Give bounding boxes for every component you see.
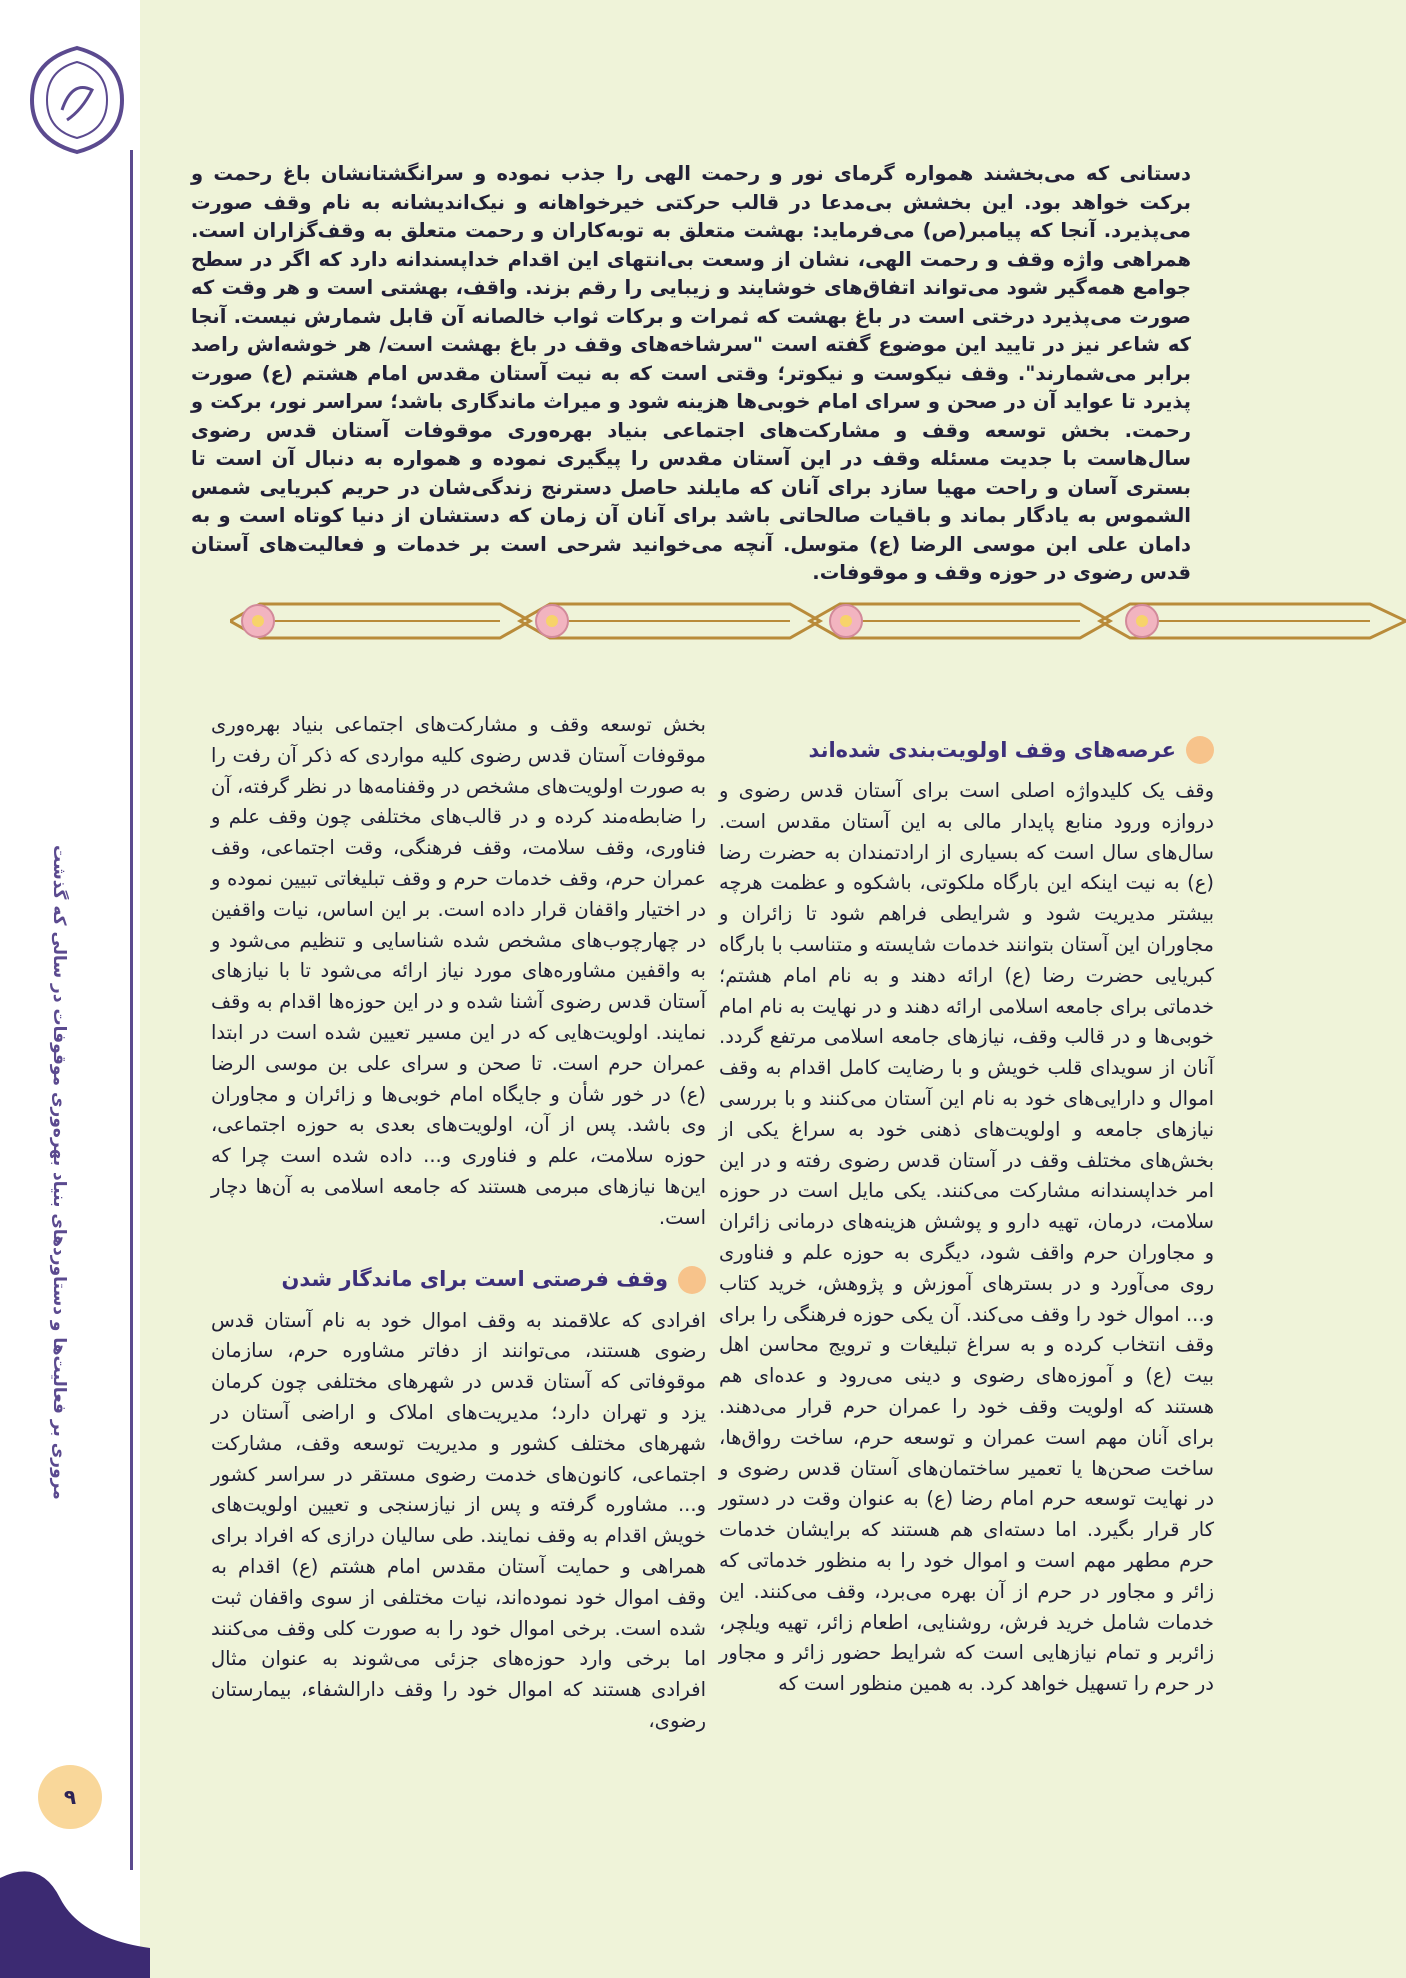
section1-text: وقف یک کلیدواژه اصلی است برای آستان قدس رضوی و دروازه ورود منابع پایدار مالی به این آستان مقدس است. سال‌های سال است که بسیاری از ارادتمندان به حضرت رضا (ع) به نیت اینکه این بارگاه ملکوتی، باشکوه و عظمت هرچه بیشتر مدیریت شود و شرایطی فراهم شود تا زائران و مجاوران این آستان بتوانند خدمات شایسته و متناسب با بارگاه کبریایی حضرت رضا (ع) ارائه دهند و به نام امام هشتم؛ خدماتی برای جامعه اسلامی ارائه دهند و در نهایت به نام امام خوبی‌ها و در قالب وقف، نیازهای جامعه اسلامی مرتفع گردد. آنان از سویدای قلب خویش و با رضایت کامل اقدام به وقف اموال و دارایی‌های خود به نام این آستان می‌کنند و با بررسی نیازهای جامعه و اولویت‌های ذهنی خود به سراغ یکی از بخش‌های مختلف وقف در آستان قدس رضوی رفته و در این امر خداپسندانه مشارکت می‌کنند. یکی مایل است در حوزه سلامت، درمان، تهیه دارو و پوشش هزینه‌های درمانی زائران و مجاوران حرم واقف شود، دیگری به حوزه علم و فناوری روی می‌آورد و در بسترهای آموزش و پژوهش، خرید کتاب و... اموال خود را وقف می‌کند. آن یکی حوزه فرهنگی را برای وقف انتخاب کرده و به سراغ تبلیغات و ترویج محاسن اهل بیت (ع) و آموزه‌های رضوی و دینی می‌رود و عده‌ای هم هستند که اولویت وقف خود را عمران حرم قرار می‌دهند. برای آنان مهم است عمران و توسعه حرم، ساخت رواق‌ها، ساخت صحن‌ها یا تعمیر ساختمان‌های آستان قدس رضوی و در نهایت توسعه حرم امام رضا (ع) به عنوان وقت در دستور کار قرار بگیرد. اما دسته‌ای هم هستند که برایشان خدمات حرم مطهر مهم است و اموال خود را به منظور خدماتی که زائر و مجاور در حرم از آن بهره می‌برد، وقف می‌کنند. این خدمات شامل خرید فرش، روشنایی، اطعام زائر، تهیه ویلچر، زائربر و تمام نیازهایی است که شرایط حضور زائر و مجاور در حرم را تسهیل خواهد کرد. به همین منظور است که: [719, 779, 1214, 1696]
heading-bullet-icon: [678, 1266, 706, 1294]
flower-icon: [242, 605, 274, 637]
series-title: مروری بر فعالیت‌ها و دستاوردهای بنیاد بهره‌وری موقوفات در سالی که گذشت: [49, 845, 69, 1500]
intro-paragraph: [191, 160, 1191, 588]
section3-title: وقف فرصتی است برای ماندگار شدن: [281, 1267, 668, 1292]
sidebar-divider-line: [130, 150, 133, 1870]
flower-icon: [536, 605, 568, 637]
flower-icon: [1126, 605, 1158, 637]
section1-title: عرصه‌های وقف اولویت‌بندی شده‌اند: [808, 737, 1176, 762]
flower-icon: [830, 605, 862, 637]
corner-decoration-icon: [0, 1858, 150, 1978]
page-number-badge: [38, 1765, 102, 1829]
section-heading: [719, 730, 1214, 770]
section2-text: بخش توسعه وقف و مشارکت‌های اجتماعی بنیاد بهره‌وری موقوفات آستان قدس رضوی کلیه مواردی که ذکر آن رفت را به صورت اولویت‌های مشخص در وقفنامه‌ها در نظر گرفته، آن را ضابطه‌مند کرده و در قالب‌های مختلفی چون وقف علم و فناوری، وقف سلامت، وقف فرهنگی، وقت اجتماعی، وقف عمران حرم، وقف خدمات حرم و وقف تبلیغاتی تبیین نموده و در اختیار واقفان قرار داده است. بر این اساس، نیات واقفین در چهارچوب‌های مشخص شده شناسایی و تنظیم می‌شود و به واقفین مشاوره‌های مورد نیاز ارائه می‌شود تا با نیازهای آستان قدس رضوی آشنا شده و در این حوزه‌ها اقدام به وقف نمایند. اولویت‌هایی که در این مسیر تعیین شده است در ابتدا عمران حرم است. تا صحن و سرای علی بن موسی الرضا (ع) در خور شأن و جایگاه امام خوبی‌ها و زائران و مجاوران وی باشد. پس از آن، اولویت‌های بعدی به حوزه اجتماعی، حوزه سلامت، علم و فناوری و... داده شده است چرا که این‌ها نیازهای مبرمی هستند که جامعه اسلامی به آن‌ها دچار است.: [211, 713, 706, 1229]
intro-text: دستانی که می‌بخشند همواره گرمای نور و رحمت الهی را جذب نموده و سرانگشتانشان باغ رحمت و برکت خواهد بود. این بخشش بی‌مدعا در قالب حرکتی خیرخواهانه و نیک‌اندیشانه به نام وقف صورت می‌پذیرد. آنجا که پیامبر(ص) می‌فرماید: بهشت متعلق به توبه‌کاران و رحمت متعلق به وقف‌گزاران است. همراهی واژه وقف و رحمت الهی، نشان از وسعت بی‌انتهای این اقدام خداپسندانه دارد که اگر در سطح جوامع همه‌گیر شود می‌تواند اتفاق‌های خوشایند و زیبایی را رقم بزند. واقف، بهشتی است و هر وقت که صورت می‌پذیرد درختی است در باغ بهشت که ثمرات و برکات ثواب خالصانه آن قابل شمارش نیست. آنجا که شاعر نیز در تایید این موضوع گفته است "سرشاخه‌های وقف در باغ بهشت است/ هر خوشه‌اش راصد برابر می‌شمارند". وقف نیکوست و نیکوتر؛ وقتی است که به نیت آستان مقدس امام هشتم (ع) صورت پذیرد تا عواید آن در صحن و سرای امام خوبی‌ها هزینه شود و میراث ماندگاری باشد؛ سراسر نور، برکت و رحمت. بخش توسعه وقف و مشارکت‌های اجتماعی بنیاد بهره‌وری موقوفات آستان قدس رضوی سال‌هاست با جدیت مسئله وقف در این آستان مقدس را پیگیری نموده و همواره به دنبال آن است تا بستری آسان و راحت مهیا سازد برای آنان که مایلند حاصل دسترنج زندگی‌شان در حریم کبریایی شمس الشموس به یادگار بماند و باقیات صالحاتی باشد برای آنان آن زمان که دستشان از دنیا کوتاه است و به دامان علی ابن موسی الرضا (ع) متوسل. آنچه می‌خوانید شرحی است بر خدمات و فعالیت‌های آستان قدس رضوی در حوزه وقف و موقوفات.: [191, 162, 1191, 584]
ornamental-divider: [230, 596, 1406, 646]
spacer: [211, 1234, 706, 1260]
section3-text: افرادی که علاقمند به وقف اموال خود به نام آستان قدس رضوی هستند، می‌توانند از دفاتر مشاوره حرم، سازمان موقوفاتی که آستان قدس در شهرهای مختلفی چون کرمان یزد و تهران دارد؛ مدیریت‌های املاک و اراضی آستان در شهرهای مختلف کشور و مدیریت توسعه وقف، مشارکت اجتماعی، کانون‌های خدمت رضوی مستقر در سراسر کشور و... مشاوره گرفته و پس از نیازسنجی و تعیین اولویت‌های خویش اقدام به وقف نمایند. طی سالیان درازی که افراد برای همراهی و حمایت آستان مقدس امام هشتم (ع) اقدام به وقف اموال خود نموده‌اند، نیات مختلفی از سوی واقفان ثبت شده است. برخی اموال خود را به صورت کلی وقف می‌کنند اما برخی وارد حوزه‌های جزئی می‌شوند به عنوان مثال افرادی هستند که اموال خود را وقف دارالشفاء، بیمارستان رضوی،: [211, 1308, 706, 1732]
left-column: [211, 710, 706, 1737]
section-heading: [211, 1260, 706, 1300]
page-number: ۹: [63, 1785, 77, 1809]
sidebar-strip: [0, 0, 140, 1978]
right-column: [719, 730, 1214, 1700]
magazine-logo-icon: [22, 40, 132, 160]
heading-bullet-icon: [1186, 736, 1214, 764]
